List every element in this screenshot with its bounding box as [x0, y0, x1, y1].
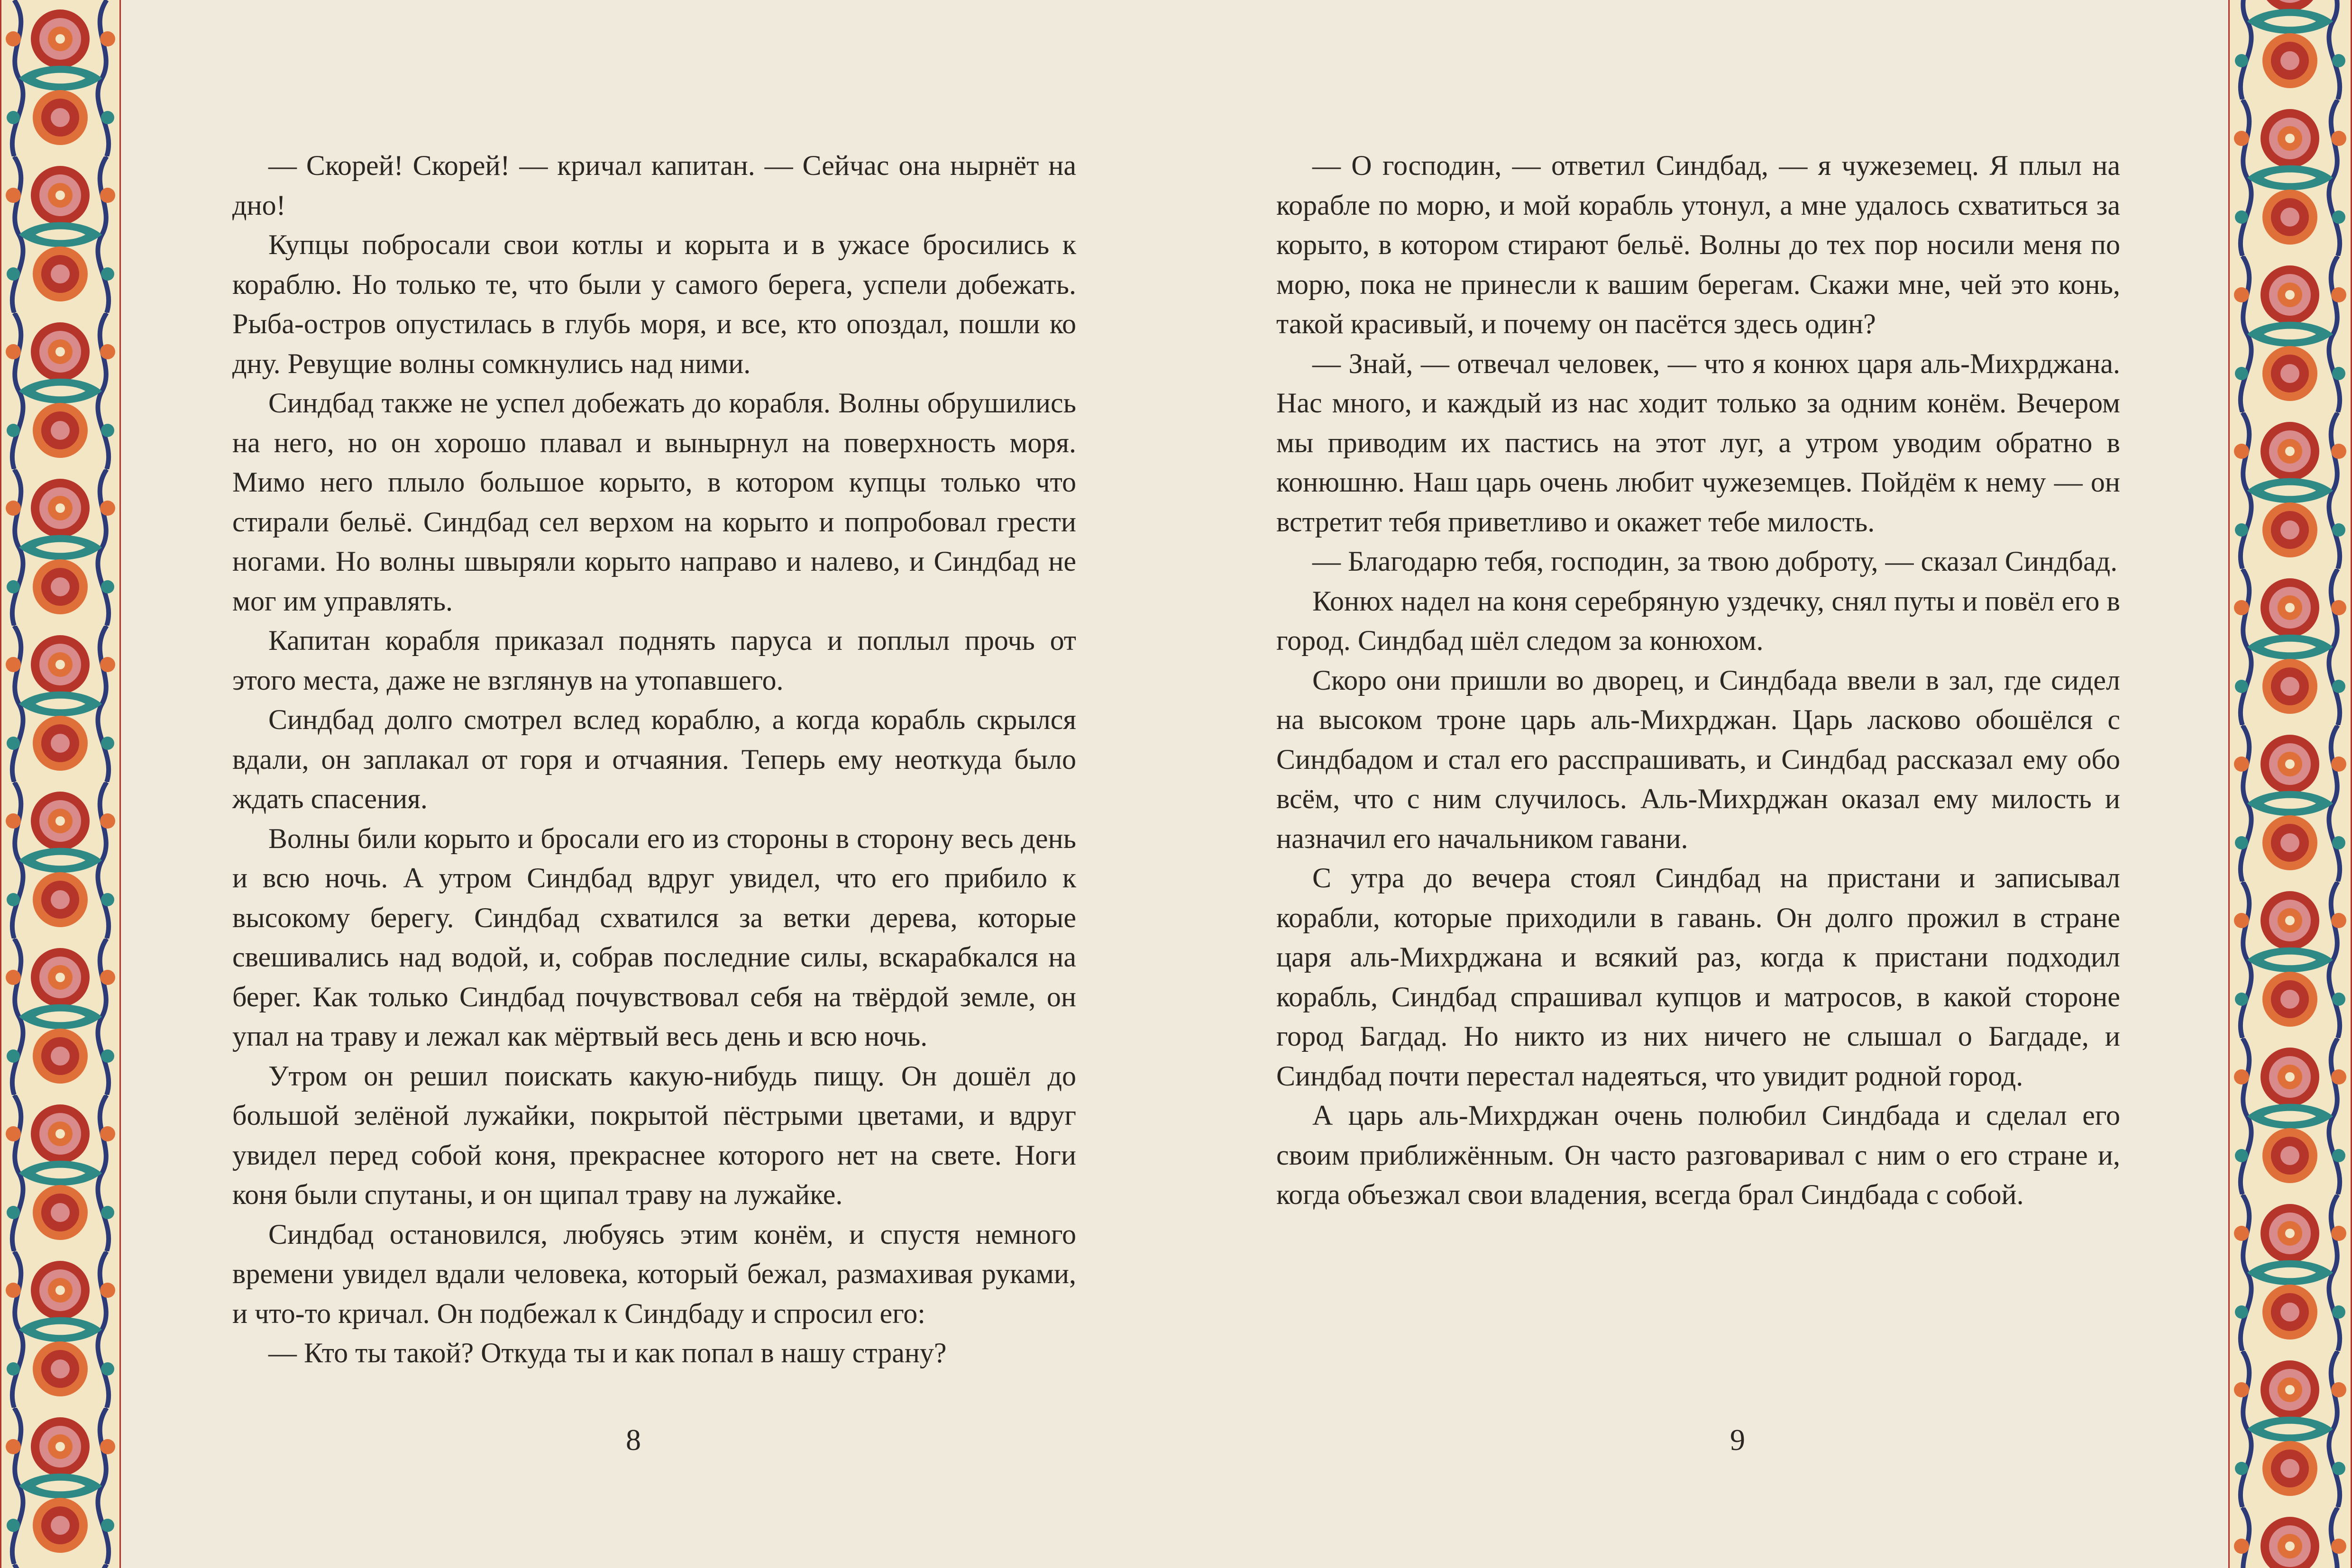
- paragraph: — Благодарю тебя, господин, за твою доброту, — сказал Синдбад.: [1312, 546, 2118, 577]
- paragraph: Синдбад долго смотрел вслед кораблю, а когда корабль скрылся вдали, он заплакал от горя и отчаяния. Теперь ему неоткуда было ждать спасения.: [232, 704, 1076, 814]
- paragraph: — Скорей! Скорей! — кричал капитан. — Сейчас она нырнёт на дно!: [232, 150, 1076, 221]
- page-number-left: 8: [626, 1423, 641, 1457]
- left-page-text: [232, 146, 1076, 1373]
- right-page-text: [1276, 146, 2120, 1215]
- paragraph: Утром он решил поискать какую-нибудь пищу. Он дошёл до большой зелёной лужайки, покрытой пёстрыми цветами, и вдруг увидел перед собой коня, прекраснее которого нет на свете. Ноги коня были спутаны, и он щипал траву на лужайке.: [232, 1060, 1076, 1210]
- paragraph: Конюх надел на коня серебряную уздечку, снял путы и повёл его в город. Синдбад шёл следом за конюхом.: [1276, 585, 2120, 656]
- paragraph: Скоро они пришли во дворец, и Синдбада ввели в зал, где сидел на высоком троне царь аль-Михрджан. Царь ласково обошёлся с Синдбадом и стал его расспрашивать, и Синдбад рассказал ему обо всём, что с ним случилось. Аль-Михрджан оказал ему милость и назначил его начальником гавани.: [1276, 664, 2120, 854]
- paragraph: Капитан корабля приказал поднять паруса и поплыл прочь от этого места, даже не взглянув на утопавшего.: [232, 625, 1076, 696]
- page-number-right: 9: [1730, 1423, 1745, 1457]
- left-page: [232, 0, 1076, 1568]
- paragraph: Синдбад остановился, любуясь этим конём, и спустя немного времени увидел вдали человека, который бежал, размахивая руками, и что-то кричал. Он подбежал к Синдбаду и спросил его:: [232, 1218, 1076, 1329]
- paragraph: С утра до вечера стоял Синдбад на пристани и записывал корабли, которые приходили в гавань. Он долго прожил в стране царя аль-Михрджана и всякий раз, когда к пристани подходил корабль, Синдбад спрашивал купцов и матросов, в какой стороне город Багдад. Но никто из них ничего не слышал о Багдаде, и Синдбад почти перестал надеяться, что увидит родной город.: [1276, 862, 2120, 1092]
- right-ornamental-border: [2228, 0, 2352, 1568]
- paragraph: — Знай, — отвечал человек, — что я конюх царя аль-Михрджана. Нас много, и каждый из нас ходит только за одним конём. Вечером мы приводим их пастись на этот луг, а утром уводим обратно в конюшню. Наш царь очень любит чужеземцев. Пойдём к нему — он встретит тебя приветливо и окажет тебе милость.: [1276, 347, 2120, 538]
- right-border-ornament-icon: [2228, 0, 2352, 1568]
- paragraph: Купцы побросали свои котлы и корыта и в ужасе бросились к кораблю. Но только те, что были у самого берега, успели добежать. Рыба-остров опустилась в глубь моря, и все, кто опоздал, пошли ко дну. Ревущие волны сомкнулись над ними.: [232, 229, 1076, 379]
- paragraph: Синдбад также не успел добежать до корабля. Волны обрушились на него, но он хорошо плавал и вынырнул на поверхность моря. Мимо него плыло большое корыто, в котором купцы только что стирали бельё. Синдбад сел верхом на корыто и попробовал грести ногами. Но волны швыряли корыто направо и налево, и Синдбад не мог им управлять.: [232, 387, 1076, 617]
- left-ornamental-border: [0, 0, 121, 1568]
- paragraph: — Кто ты такой? Откуда ты и как попал в нашу страну?: [268, 1337, 947, 1368]
- paragraph: Волны били корыто и бросали его из стороны в сторону весь день и всю ночь. А утром Синдбад вдруг увидел, что его прибило к высокому берегу. Синдбад схватился за ветки дерева, которые свешивались над водой, и, собрав последние силы, вскарабкался на берег. Как только Синдбад почувствовал себя на твёрдой земле, он упал на траву и лежал как мёртвый весь день и всю ночь.: [232, 822, 1076, 1052]
- left-border-ornament-icon: [0, 0, 121, 1568]
- right-page: [1276, 0, 2120, 1568]
- paragraph: — О господин, — ответил Синдбад, — я чужеземец. Я плыл на корабле по морю, и мой корабль утонул, а мне удалось схватиться за корыто, в котором стирают бельё. Волны до тех пор носили меня по морю, пока не принесли к вашим берегам. Скажи мне, чей это конь, такой красивый, и почему он пасётся здесь один?: [1276, 150, 2120, 339]
- paragraph: А царь аль-Михрджан очень полюбил Синдбада и сделал его своим приближённым. Он часто разговаривал с ним о его стране и, когда объезжал свои владения, всегда брал Синдбада с собой.: [1276, 1100, 2120, 1210]
